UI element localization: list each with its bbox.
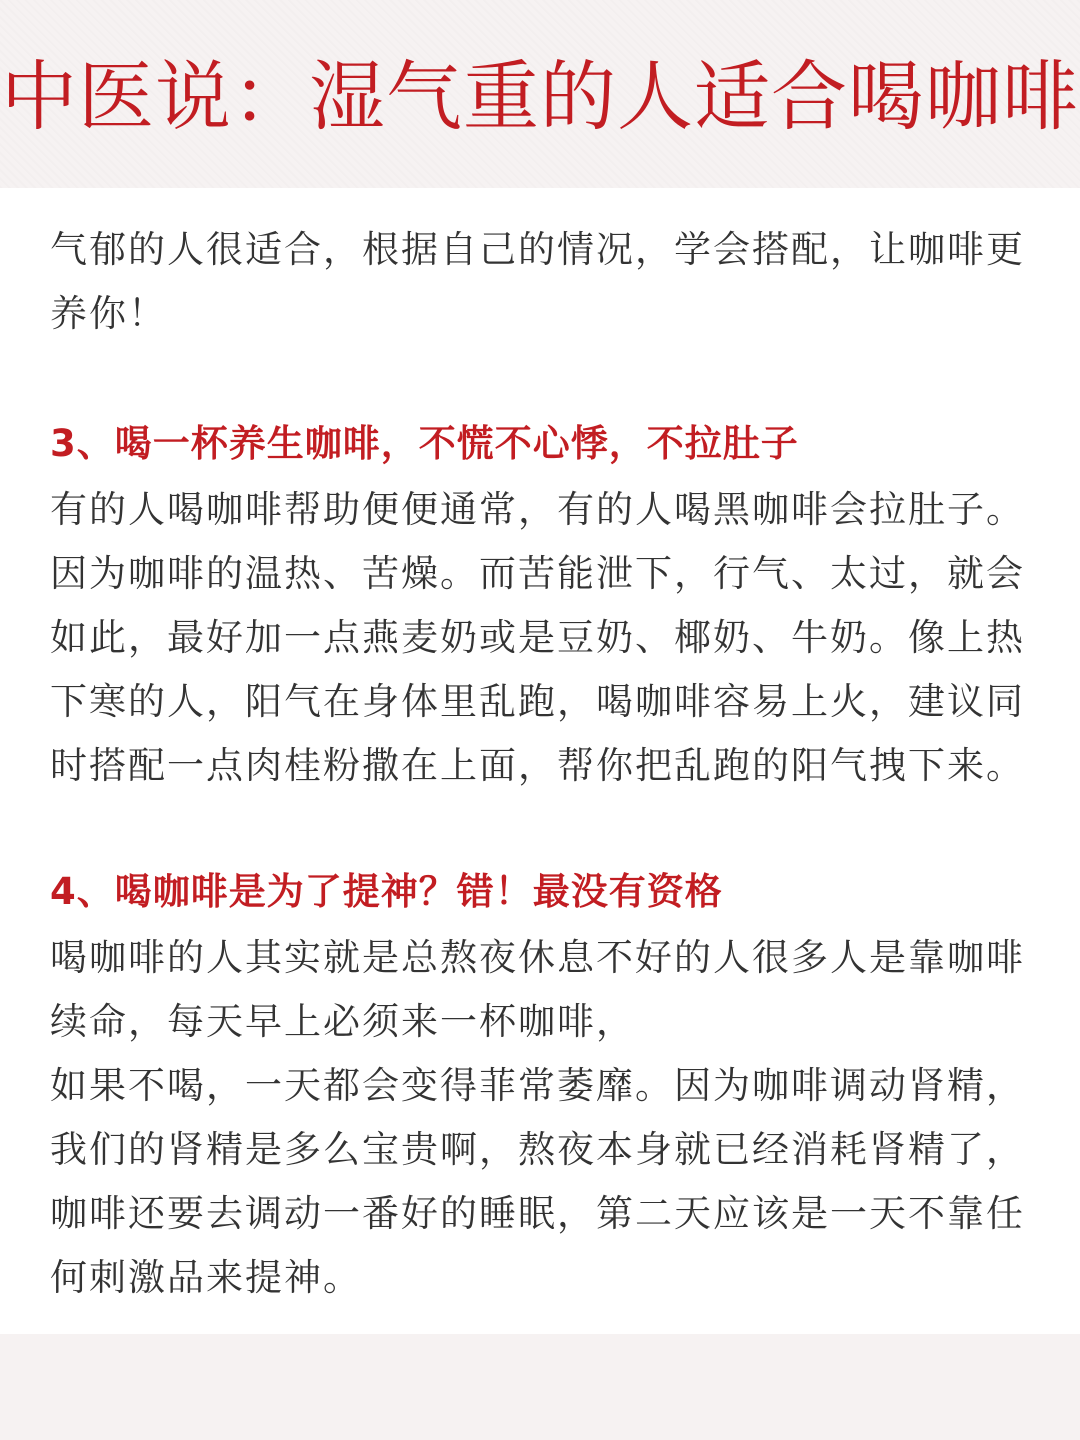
section-4-line: 续命，每天早上必须来一杯咖啡， bbox=[50, 1000, 635, 1043]
section-4-line: 何刺激品来提神。 bbox=[50, 1256, 362, 1299]
section-3-paragraph bbox=[50, 478, 1040, 798]
section-4-line: 我们的肾精是多么宝贵啊，熬夜本身就已经消耗肾精了， bbox=[50, 1128, 1025, 1171]
section-3-line: 下寒的人，阳气在身体里乱跑，喝咖啡容易上火，建议同 bbox=[50, 680, 1025, 723]
section-4-paragraph bbox=[50, 926, 1040, 1310]
section-3-line: 有的人喝咖啡帮助便便通常，有的人喝黑咖啡会拉肚子。 bbox=[50, 488, 1025, 531]
section-4-line: 喝咖啡的人其实就是总熬夜休息不好的人很多人是靠咖啡 bbox=[50, 936, 1025, 979]
section-3-line: 时搭配一点肉桂粉撒在上面，帮你把乱跑的阳气拽下来。 bbox=[50, 744, 1025, 787]
intro-line: 养你！ bbox=[50, 292, 167, 335]
title-banner bbox=[0, 0, 1080, 188]
footer-band bbox=[0, 1334, 1080, 1440]
page-title: 中医说：湿气重的人适合喝咖啡 bbox=[1, 52, 1079, 141]
intro-paragraph bbox=[50, 218, 1040, 346]
section-3-line: 因为咖啡的温热、苦燥。而苦能泄下，行气、太过，就会 bbox=[50, 552, 1025, 595]
section-4-line: 如果不喝，一天都会变得菲常萎靡。因为咖啡调动肾精， bbox=[50, 1064, 1025, 1107]
intro-line: 气郁的人很适合，根据自己的情况，学会搭配，让咖啡更 bbox=[50, 228, 1025, 271]
section-3-line: 如此，最好加一点燕麦奶或是豆奶、椰奶、牛奶。像上热 bbox=[50, 616, 1025, 659]
article-body bbox=[0, 188, 1080, 1334]
section-4-line: 咖啡还要去调动一番好的睡眠，第二天应该是一天不靠任 bbox=[50, 1192, 1025, 1235]
section-4-heading: 4、喝咖啡是为了提神？错！最没有资格 bbox=[50, 870, 723, 913]
section-3-heading: 3、喝一杯养生咖啡，不慌不心悸，不拉肚子 bbox=[50, 422, 799, 465]
